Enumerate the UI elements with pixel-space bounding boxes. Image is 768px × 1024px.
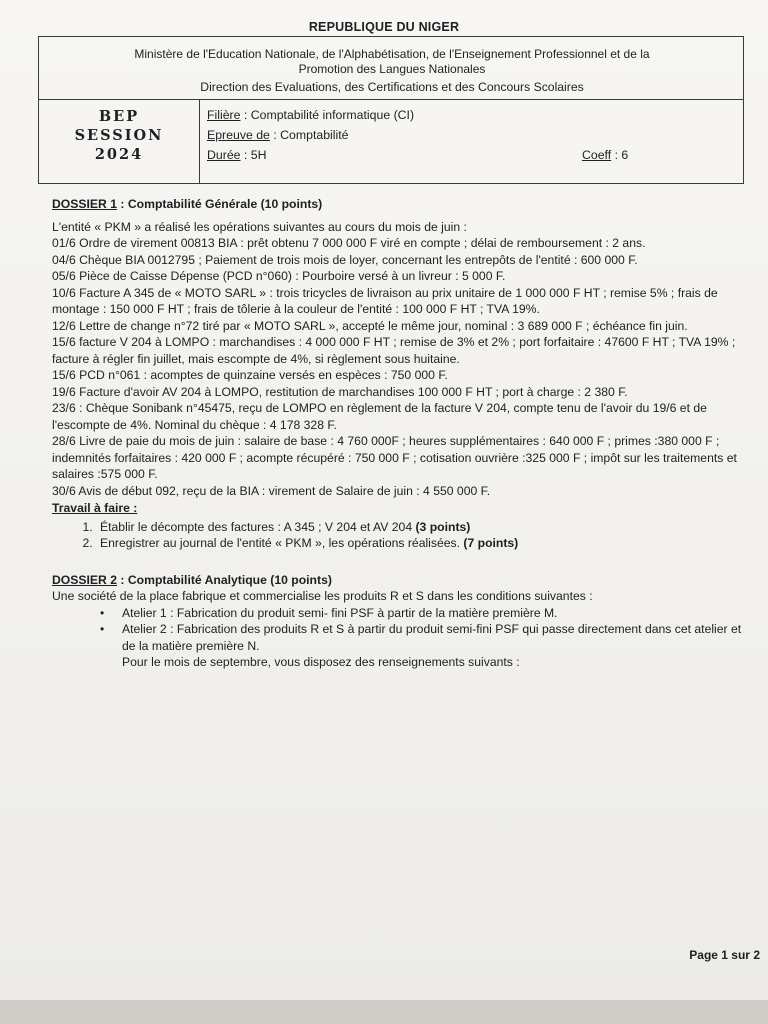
task-item xyxy=(96,535,756,552)
dossier2-intro: Une société de la place fabrique et commercialise les produits R et S dans les conditions suivantes : xyxy=(52,589,593,603)
header-column-divider xyxy=(199,99,200,183)
coeff xyxy=(582,145,628,165)
filiere-line xyxy=(207,105,737,125)
dossier2-heading: : Comptabilité Analytique (10 points) xyxy=(117,572,332,587)
exam-type: BEP xyxy=(98,108,140,125)
atelier-item xyxy=(100,621,756,654)
operation-19-06: 19/6 Facture d'avoir AV 204 à LOMPO, restitution de marchandises 100 000 F HT ; port à charge : 2 380 F. xyxy=(52,384,628,399)
task-list xyxy=(52,519,756,552)
dossier2-label: DOSSIER 2 xyxy=(52,572,118,587)
section-spacer xyxy=(52,552,756,572)
dossier1-title xyxy=(52,196,756,213)
task-item xyxy=(96,519,756,536)
atelier-item xyxy=(100,605,756,622)
operation-28-06: 28/6 Livre de paie du mois de juin : salaire de base : 4 760 000F ; heures supplémentaires : 640 000 F ; primes :380 000 F ; indemnités forfaitaires : 420 000 F ; acompte récupéré : 750 000 F ; cotisation ouvrière :325 000 F ; impôt sur les traitements et salaires :575 000 F. xyxy=(52,434,737,481)
exam-content xyxy=(52,196,756,671)
ministry-name xyxy=(39,47,745,77)
task-text: Établir le décompte des factures : A 345 ; V 204 et AV 204 xyxy=(100,519,416,534)
epreuve-value: : Comptabilité xyxy=(269,128,349,142)
ministry-line-1: Ministère de l'Education Nationale, de l'Alphabétisation, de l'Enseignement Professionnel et de la xyxy=(134,47,650,61)
operation-05-06: 05/6 Pièce de Caisse Dépense (PCD n°060) : Pourboire versé à un livreur : 5 000 F. xyxy=(52,269,506,283)
exam-header-box xyxy=(38,36,744,184)
filiere-label: Filière xyxy=(207,108,241,122)
direction-name: Direction des Evaluations, des Certifications et des Concours Scolaires xyxy=(200,80,584,94)
operation-01-06: 01/6 Ordre de virement 00813 BIA : prêt obtenu 7 000 000 F viré en compte ; délai de remboursement : 2 ans. xyxy=(52,236,646,250)
atelier-text: Atelier 2 : Fabrication des produits R et S à partir du produit semi-fini PSF qui passe directement dans cet atelier et de la matière première N. xyxy=(122,622,742,653)
atelier-list xyxy=(52,605,756,655)
session-block xyxy=(39,107,199,164)
operation-15-06-invoice: 15/6 facture V 204 à LOMPO : marchandises : 4 000 000 F HT ; remise de 3% et 2% ; port forfaitaire : 47600 F HT ; TVA 19% ; facture à régler fin juillet, mais escompte de 4%, si règlement sous huitaine. xyxy=(52,335,736,366)
duree-value: : 5H xyxy=(240,148,267,162)
republic-title: REPUBLIQUE DU NIGER xyxy=(308,20,460,34)
task-points: (7 points) xyxy=(463,536,519,550)
bullet-icon: • xyxy=(100,605,105,620)
epreuve-line xyxy=(207,125,737,145)
operation-04-06: 04/6 Chèque BIA 0012795 ; Paiement de trois mois de loyer, concernant les entrepôts de l'entité : 600 000 F. xyxy=(52,252,638,267)
atelier-text: Atelier 1 : Fabrication du produit semi- fini PSF à partir de la matière première M. xyxy=(122,605,558,620)
dossier2-closing: Pour le mois de septembre, vous disposez des renseignements suivants : xyxy=(122,655,520,669)
coeff-label: Coeff xyxy=(582,148,612,162)
duree-line xyxy=(207,145,737,165)
operation-15-06-pcd: 15/6 PCD n°061 : acomptes de quinzaine versés en espèces : 750 000 F. xyxy=(52,368,448,382)
dossier2-title xyxy=(52,572,756,589)
dossier1-intro: L'entité « PKM » a réalisé les opérations suivantes au cours du mois de juin : xyxy=(52,219,467,234)
page-background-edge xyxy=(0,1000,768,1024)
session-label: SESSION xyxy=(74,127,164,144)
epreuve-label: Epreuve de xyxy=(207,128,270,142)
operation-12-06: 12/6 Lettre de change n°72 tiré par « MOTO SARL », accepté le même jour, nominal : 3 689 000 F ; échéance fin juin. xyxy=(52,318,688,333)
task-points: (3 points) xyxy=(415,519,471,534)
filiere-value: : Comptabilité informatique (CI) xyxy=(240,108,415,122)
session-year: 2024 xyxy=(94,146,144,163)
page-number: Page 1 sur 2 xyxy=(689,948,760,962)
exam-info xyxy=(207,105,737,165)
dossier1-heading: : Comptabilité Générale (10 points) xyxy=(117,197,323,211)
dossier1-label: DOSSIER 1 xyxy=(52,197,118,211)
duree-label: Durée xyxy=(207,148,241,162)
task-text: Enregistrer au journal de l'entité « PKM », les opérations réalisées. xyxy=(100,536,464,550)
travail-a-faire-label: Travail à faire : xyxy=(52,501,138,515)
operation-30-06: 30/6 Avis de début 092, reçu de la BIA : virement de Salaire de juin : 4 550 000 F. xyxy=(52,483,491,498)
header-divider xyxy=(39,99,743,100)
ministry-line-2: Promotion des Langues Nationales xyxy=(298,62,486,76)
operation-23-06: 23/6 : Chèque Sonibank n°45475, reçu de LOMPO en règlement de la facture V 204, compte tenu de l'avoir du 19/6 et de l'escompte de 4%. Nominal du chèque : 4 178 328 F. xyxy=(52,401,707,432)
operation-10-06: 10/6 Facture A 345 de « MOTO SARL » : trois tricycles de livraison au prix unitaire de 1 000 000 F HT ; remise 5% ; frais de montage : 150 000 F HT ; frais de tôlerie à la couleur de l'entité : 100 000 F HT ; TVA 19%. xyxy=(52,285,718,316)
bullet-icon: • xyxy=(100,622,105,636)
coeff-value: : 6 xyxy=(611,148,629,162)
